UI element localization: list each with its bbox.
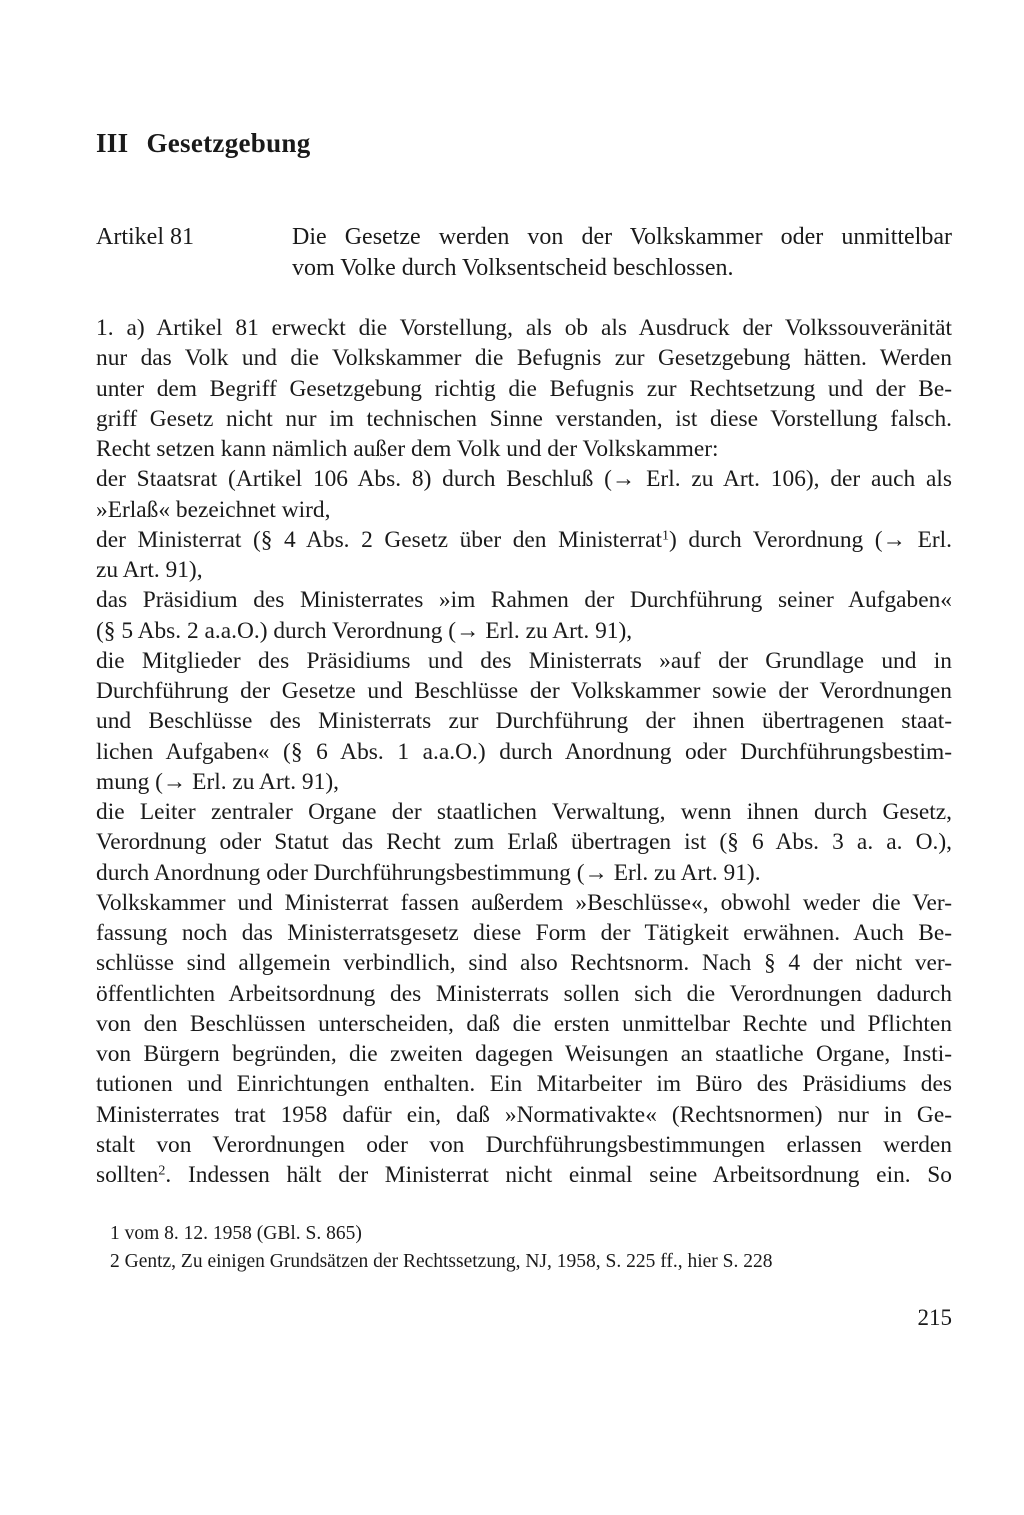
commentary-body bbox=[96, 313, 952, 1190]
body-line: die Leiter zentraler Organe der staatlichen Verwaltung, wenn ihnen durch Gesetz, bbox=[96, 799, 952, 825]
article-label: Artikel 81 bbox=[96, 224, 194, 250]
footnote-2: 2 Gentz, Zu einigen Grundsätzen der Rechtssetzung, NJ, 1958, S. 225 ff., hier S. 228 bbox=[110, 1251, 773, 1272]
body-line: Ministerrates trat 1958 dafür ein, daß »Normativakte« (Rechtsnormen) nur in Ge- bbox=[96, 1101, 952, 1128]
body-line: von Bürgern begründen, die zweiten dagegen Weisungen an staatliche Organe, Insti- bbox=[96, 1041, 952, 1067]
body-line: Verordnung oder Statut das Recht zum Erlaß übertragen ist (§ 6 Abs. 3 a. a. O.), bbox=[96, 829, 952, 856]
section-title: Gesetzgebung bbox=[146, 128, 311, 158]
body-line-part: der Ministerrat (§ 4 Abs. 2 Gesetz über den Ministerrat bbox=[96, 526, 663, 553]
footnote-1: 1 vom 8. 12. 1958 (GBl. S. 865) bbox=[110, 1223, 362, 1244]
body-line: Volkskammer und Ministerrat fassen außerdem »Beschlüsse«, obwohl weder die Ver- bbox=[96, 889, 952, 916]
body-line: der Staatsrat (Artikel 106 Abs. 8) durch Beschluß (→ Erl. zu Art. 106), der auch als bbox=[96, 466, 952, 493]
body-line: zu Art. 91), bbox=[96, 557, 203, 583]
body-line: Recht setzen kann nämlich außer dem Volk und der Volkskammer: bbox=[96, 436, 719, 462]
body-line: und Beschlüsse des Ministerrats zur Durchführung der ihnen übertragenen staat- bbox=[96, 708, 952, 735]
body-line-part: sollten bbox=[96, 1162, 159, 1188]
section-number: III bbox=[96, 128, 129, 158]
book-page bbox=[96, 0, 952, 1515]
footnotes bbox=[110, 1220, 952, 1276]
body-line: unter dem Begriff Gesetzgebung richtig die Befugnis zur Rechtsetzung und der Be- bbox=[96, 375, 952, 402]
section-heading bbox=[96, 128, 311, 159]
article-text-line-1: Die Gesetze werden von der Volkskammer oder unmittelbar bbox=[292, 224, 952, 250]
body-line-with-footnote-1 bbox=[96, 525, 952, 555]
body-line-part: ) durch Verordnung (→ Erl. bbox=[669, 526, 952, 553]
body-line: stalt von Verordnungen oder von Durchführungsbestimmungen erlassen werden bbox=[96, 1131, 952, 1158]
body-line: die Mitglieder des Präsidiums und des Ministerrats »auf der Grundlage und in bbox=[96, 647, 952, 674]
body-line-part: . bbox=[165, 1162, 172, 1188]
body-line: Durchführung der Gesetze und Beschlüsse der Volkskammer sowie der Verordnungen bbox=[96, 678, 952, 704]
body-line: lichen Aufgaben« (§ 6 Abs. 1 a.a.O.) durch Anordnung oder Durchführungsbestim- bbox=[96, 738, 952, 765]
body-line: öffentlichten Arbeitsordnung des Ministerrats sollen sich die Verordnungen dadurch bbox=[96, 980, 952, 1007]
body-line: griff Gesetz nicht nur im technischen Sinne verstanden, ist diese Vorstellung falsch. bbox=[96, 405, 952, 432]
body-line: fassung noch das Ministerratsgesetz diese Form der Tätigkeit erwähnen. Auch Be- bbox=[96, 920, 952, 946]
body-line-with-footnote-2 bbox=[96, 1160, 952, 1190]
footnote-ref-2[interactable]: 2 bbox=[158, 1162, 166, 1179]
body-line: das Präsidium des Ministerrates »im Rahmen der Durchführung seiner Aufgaben« bbox=[96, 587, 952, 614]
body-line: 1. a) Artikel 81 erweckt die Vorstellung, als ob als Ausdruck der Volkssouveränität bbox=[96, 315, 952, 341]
article-text-line-2: vom Volke durch Volksentscheid beschlossen. bbox=[292, 255, 734, 281]
body-line-part: Indessen hält der Ministerrat nicht einmal seine Arbeitsordnung ein. So bbox=[187, 1162, 953, 1188]
body-line: schlüsse sind allgemein verbindlich, sind also Rechtsnorm. Nach § 4 der nicht ver- bbox=[96, 950, 952, 977]
body-line: mung (→ Erl. zu Art. 91), bbox=[96, 768, 339, 795]
page-number: 215 bbox=[917, 1305, 952, 1330]
body-line: von den Beschlüssen unterscheiden, daß die ersten unmittelbar Rechte und Pflichten bbox=[96, 1010, 952, 1037]
body-line: nur das Volk und die Volkskammer die Befugnis zur Gesetzgebung hätten. Werden bbox=[96, 345, 952, 372]
footnote-ref-1[interactable]: 1 bbox=[662, 527, 670, 544]
body-line: »Erlaß« bezeichnet wird, bbox=[96, 496, 331, 523]
body-line: tutionen und Einrichtungen enthalten. Ein Mitarbeiter im Büro des Präsidiums des bbox=[96, 1071, 952, 1098]
body-line: durch Anordnung oder Durchführungsbestimmung (→ Erl. zu Art. 91). bbox=[96, 859, 761, 886]
article-text bbox=[292, 222, 952, 284]
body-line: (§ 5 Abs. 2 a.a.O.) durch Verordnung (→ Erl. zu Art. 91), bbox=[96, 617, 633, 644]
